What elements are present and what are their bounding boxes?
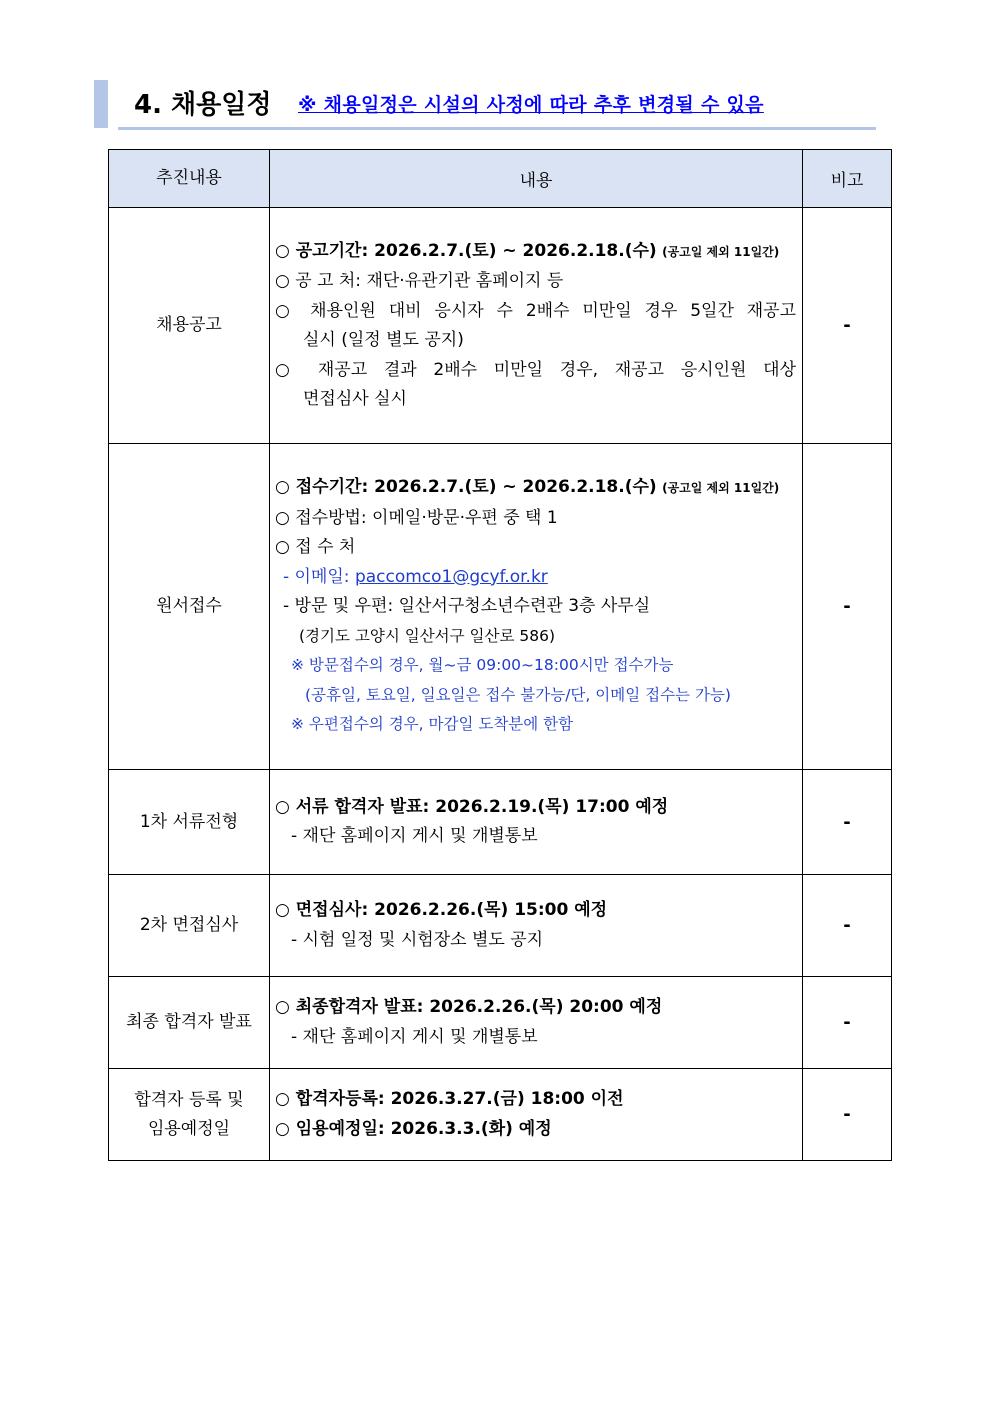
row-stage: 최종 합격자 발표 (109, 977, 270, 1069)
row-stage: 원서접수 (109, 444, 270, 770)
posting-period: ○ 공고기간: 2026.2.7.(토) ~ 2026.2.18.(수) (275, 240, 657, 261)
header-stage: 추진내용 (109, 150, 270, 208)
section-underline (118, 127, 876, 130)
visit-holiday-note: (공휴일, 토요일, 일요일은 접수 불가능/단, 이메일 접수는 가능) (305, 685, 731, 704)
repost-condition-cont: 실시 (일정 별도 공지) (303, 330, 464, 350)
row-stage (109, 1069, 270, 1161)
row-remark: - (803, 770, 892, 875)
application-place: ○ 접 수 처 (275, 537, 356, 558)
visit-hours-note: ※ 방문접수의 경우, 월~금 09:00~18:00시만 접수가능 (291, 656, 674, 675)
table-row (109, 875, 892, 977)
document-result: ○ 서류 합격자 발표: 2026.2.19.(목) 17:00 예정 (275, 796, 669, 817)
interview-note: - 시험 일정 및 시험장소 별도 공지 (291, 929, 544, 950)
posting-period-note: (공고일 제외 11일간) (662, 244, 780, 259)
row-remark: - (803, 444, 892, 770)
table-row (109, 1069, 892, 1161)
header-remark: 비고 (803, 150, 892, 208)
header-content: 내용 (270, 150, 803, 208)
repost-result-cont: 면접심사 실시 (303, 389, 407, 409)
table-row (109, 208, 892, 444)
row-remark: - (803, 208, 892, 444)
table-row (109, 977, 892, 1069)
repost-result: ○ 재공고 결과 2배수 미만일 경우, 재공고 응시인원 대상 (275, 359, 796, 380)
row-stage: 2차 면접심사 (109, 875, 270, 977)
visit-mail-address: - 방문 및 우편: 일산서구청소년수련관 3층 사무실 (283, 596, 651, 617)
table-row (109, 444, 892, 770)
row-remark: - (803, 977, 892, 1069)
row-remark: - (803, 1069, 892, 1161)
application-period-note: (공고일 제외 11일간) (662, 481, 780, 496)
row-content (270, 208, 803, 444)
repost-condition: ○ 채용인원 대비 응시자 수 2배수 미만일 경우 5일간 재공고 (275, 300, 796, 321)
mail-deadline-note: ※ 우편접수의 경우, 마감일 도착분에 한함 (291, 715, 574, 734)
row-stage-line1: 합격자 등록 및 (134, 1089, 244, 1110)
email-link[interactable]: paccomco1@gcyf.or.kr (354, 566, 548, 587)
row-stage-line2: 임용예정일 (147, 1118, 231, 1139)
row-stage: 1차 서류전형 (109, 770, 270, 875)
posting-place: ○ 공 고 처: 재단‧유관기관 홈페이지 등 (275, 271, 564, 291)
final-result: ○ 최종합격자 발표: 2026.2.26.(목) 20:00 예정 (275, 997, 663, 1017)
application-period: ○ 접수기간: 2026.2.7.(토) ~ 2026.2.18.(수) (275, 477, 657, 498)
table-header-row (109, 150, 892, 208)
registration-date: ○ 합격자등록: 2026.3.27.(금) 18:00 이전 (275, 1089, 624, 1109)
document-result-note: - 재단 홈페이지 게시 및 개별통보 (291, 826, 538, 846)
row-content (270, 1069, 803, 1161)
row-content (270, 444, 803, 770)
email-label: - 이메일: (283, 566, 355, 587)
row-content (270, 977, 803, 1069)
appointment-date: ○ 임용예정일: 2026.3.3.(화) 예정 (275, 1118, 552, 1139)
row-content (270, 770, 803, 875)
table-row (109, 770, 892, 875)
row-stage: 채용공고 (109, 208, 270, 444)
section-title: 4. 채용일정 (134, 90, 272, 120)
application-method: ○ 접수방법: 이메일‧방문‧우편 중 택 1 (275, 507, 558, 528)
schedule-table (108, 149, 892, 1161)
full-address: (경기도 고양시 일산서구 일산로 586) (299, 626, 556, 645)
final-result-note: - 재단 홈페이지 게시 및 개별통보 (291, 1026, 538, 1047)
interview-date: ○ 면접심사: 2026.2.26.(목) 15:00 예정 (275, 900, 608, 920)
section-note: ※ 채용일정은 시설의 사정에 따라 추후 변경될 수 있음 (298, 94, 764, 116)
row-remark: - (803, 875, 892, 977)
row-content (270, 875, 803, 977)
section-accent-bar (94, 80, 108, 128)
section-header (94, 78, 876, 132)
